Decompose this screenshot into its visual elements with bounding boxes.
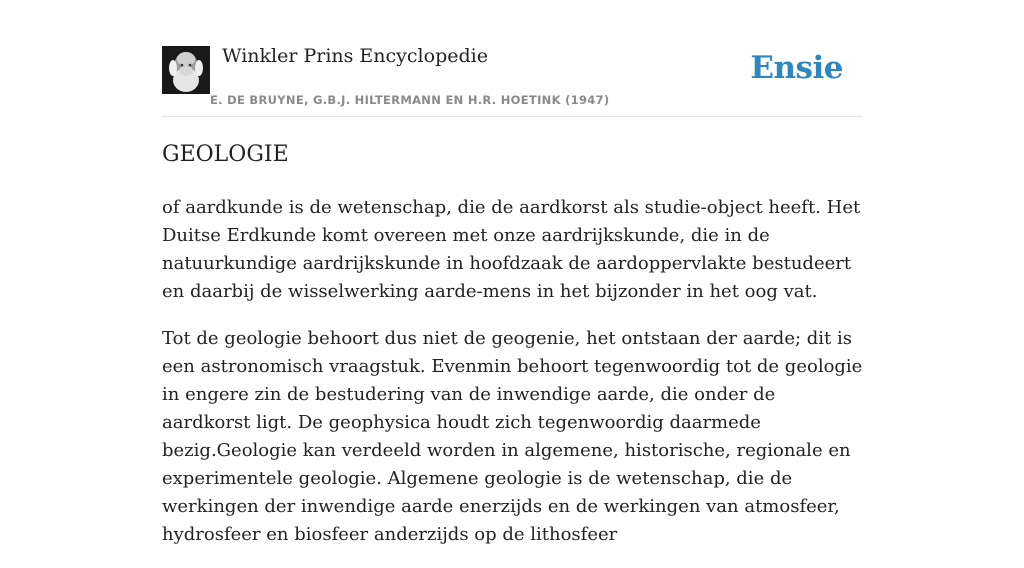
article-paragraph-1: of aardkunde is de wetenschap, die de aardkorst als studie-object heeft. Het Duitse Erdkunde komt overeen met onze aardrijkskunde, die in de natuurkundige aardrijkskunde in hoofdzaak de aardoppervlakte bestudeert en daarbij de wisselwerking aarde-mens in het bijzonder in het oog vat. <box>162 197 861 302</box>
source-header <box>162 0 862 117</box>
source-authors: E. DE BRUYNE, G.B.J. HILTERMANN EN H.R. HOETINK (1947) <box>210 93 610 107</box>
article <box>162 140 864 568</box>
portrait-avatar-graphic <box>162 46 210 94</box>
article-title: GEOLOGIE <box>162 142 289 167</box>
source-title[interactable]: Winkler Prins Encyclopedie <box>222 45 488 67</box>
portrait-avatar-icon[interactable] <box>162 46 210 94</box>
article-paragraph-2: Tot de geologie behoort dus niet de geogenie, het ontstaan der aarde; dit is een astronomisch vraagstuk. Evenmin behoort tegenwoordig tot de geologie in engere zin de bestudering van de inwendige aarde, die onder de aardkorst ligt. De geophysica houdt zich tegenwoordig daarmede bezig.Geologie kan verdeeld worden in algemene, historische, regionale en experimentele geologie. Algemene geologie is de wetenschap, die de werkingen der inwendige aarde enerzijds en de werkingen van atmosfeer, hydrosfeer en biosfeer anderzijds op de lithosfeer <box>162 328 863 545</box>
ensie-logo[interactable]: Ensie <box>750 50 843 86</box>
